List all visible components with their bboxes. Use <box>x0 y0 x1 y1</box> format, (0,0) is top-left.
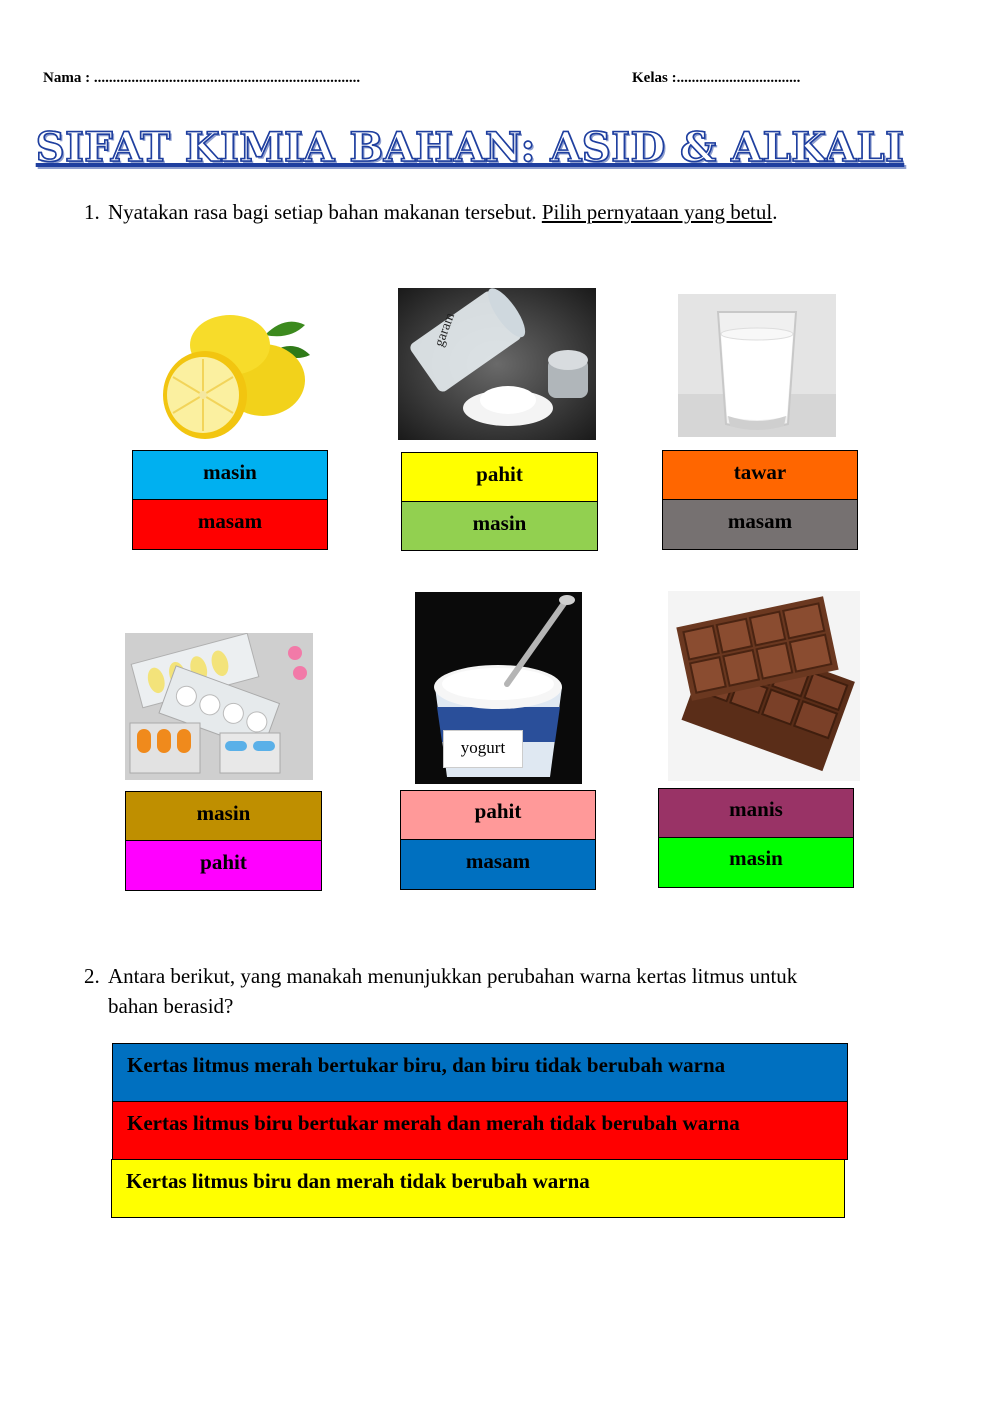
pills-image <box>125 633 313 780</box>
lemon-image <box>145 295 315 445</box>
item-5-option-1[interactable] <box>400 790 596 840</box>
page-title: SIFAT KIMIA BAHAN: ASID & ALKALI <box>35 124 905 171</box>
option-label: pahit <box>474 799 522 823</box>
option-label: pahit <box>200 850 247 874</box>
class-field-label: Kelas :................................. <box>632 70 801 86</box>
option-label: masin <box>196 801 251 825</box>
item-5-option-2[interactable] <box>400 839 596 890</box>
option-label: Kertas litmus biru dan merah tidak berubah warna <box>126 1169 590 1193</box>
question-1-text-wrap <box>108 197 777 227</box>
option-label: masam <box>197 509 263 533</box>
salt-label: garam <box>431 310 459 349</box>
question-1-period: . <box>772 200 778 224</box>
item-4-option-2[interactable] <box>125 840 322 891</box>
option-label: manis <box>729 797 783 821</box>
option-label: masam <box>465 849 531 873</box>
item-3-option-2[interactable] <box>662 499 858 550</box>
item-3-option-1[interactable] <box>662 450 858 500</box>
item-1-option-1[interactable] <box>132 450 328 500</box>
option-label: tawar <box>733 460 787 484</box>
question-2-text <box>108 961 938 1021</box>
item-6-option-1[interactable] <box>658 788 854 838</box>
question-2-line-1: Antara berikut, yang manakah menunjukkan perubahan warna kertas litmus untuk <box>108 964 798 988</box>
option-label: masin <box>729 846 783 870</box>
question-2-option-1[interactable] <box>112 1043 848 1102</box>
chocolate-image <box>668 591 860 781</box>
question-1-number: 1. <box>84 200 100 224</box>
question-2-option-2[interactable] <box>112 1101 848 1160</box>
question-1 <box>84 197 944 229</box>
option-label: Kertas litmus merah bertukar biru, dan biru tidak berubah warna <box>127 1053 726 1077</box>
option-label: masam <box>727 509 793 533</box>
option-label: Kertas litmus biru bertukar merah dan merah tidak berubah warna <box>127 1111 740 1135</box>
item-1-option-2[interactable] <box>132 499 328 550</box>
option-label: pahit <box>476 462 523 486</box>
item-4-option-1[interactable] <box>125 791 322 841</box>
option-label: masin <box>203 460 257 484</box>
question-2-line-2: bahan berasid? <box>108 994 234 1018</box>
question-1-text: Nyatakan rasa bagi setiap bahan makanan tersebut. <box>108 200 537 224</box>
name-field-label: Nama : ....................................................................... <box>43 70 361 86</box>
question-2-number: 2. <box>84 964 100 988</box>
item-6-option-2[interactable] <box>658 837 854 888</box>
question-1-instruction: Pilih pernyataan yang betul <box>541 200 773 224</box>
milk-image <box>678 294 836 437</box>
salt-image <box>398 288 596 440</box>
item-2-option-2[interactable] <box>401 501 598 551</box>
item-2-option-1[interactable] <box>401 452 598 502</box>
question-2-option-3[interactable] <box>111 1159 845 1218</box>
option-label: masin <box>472 511 527 535</box>
yogurt-label: yogurt <box>443 730 523 768</box>
question-2 <box>84 961 944 1025</box>
yogurt-image <box>415 592 582 784</box>
